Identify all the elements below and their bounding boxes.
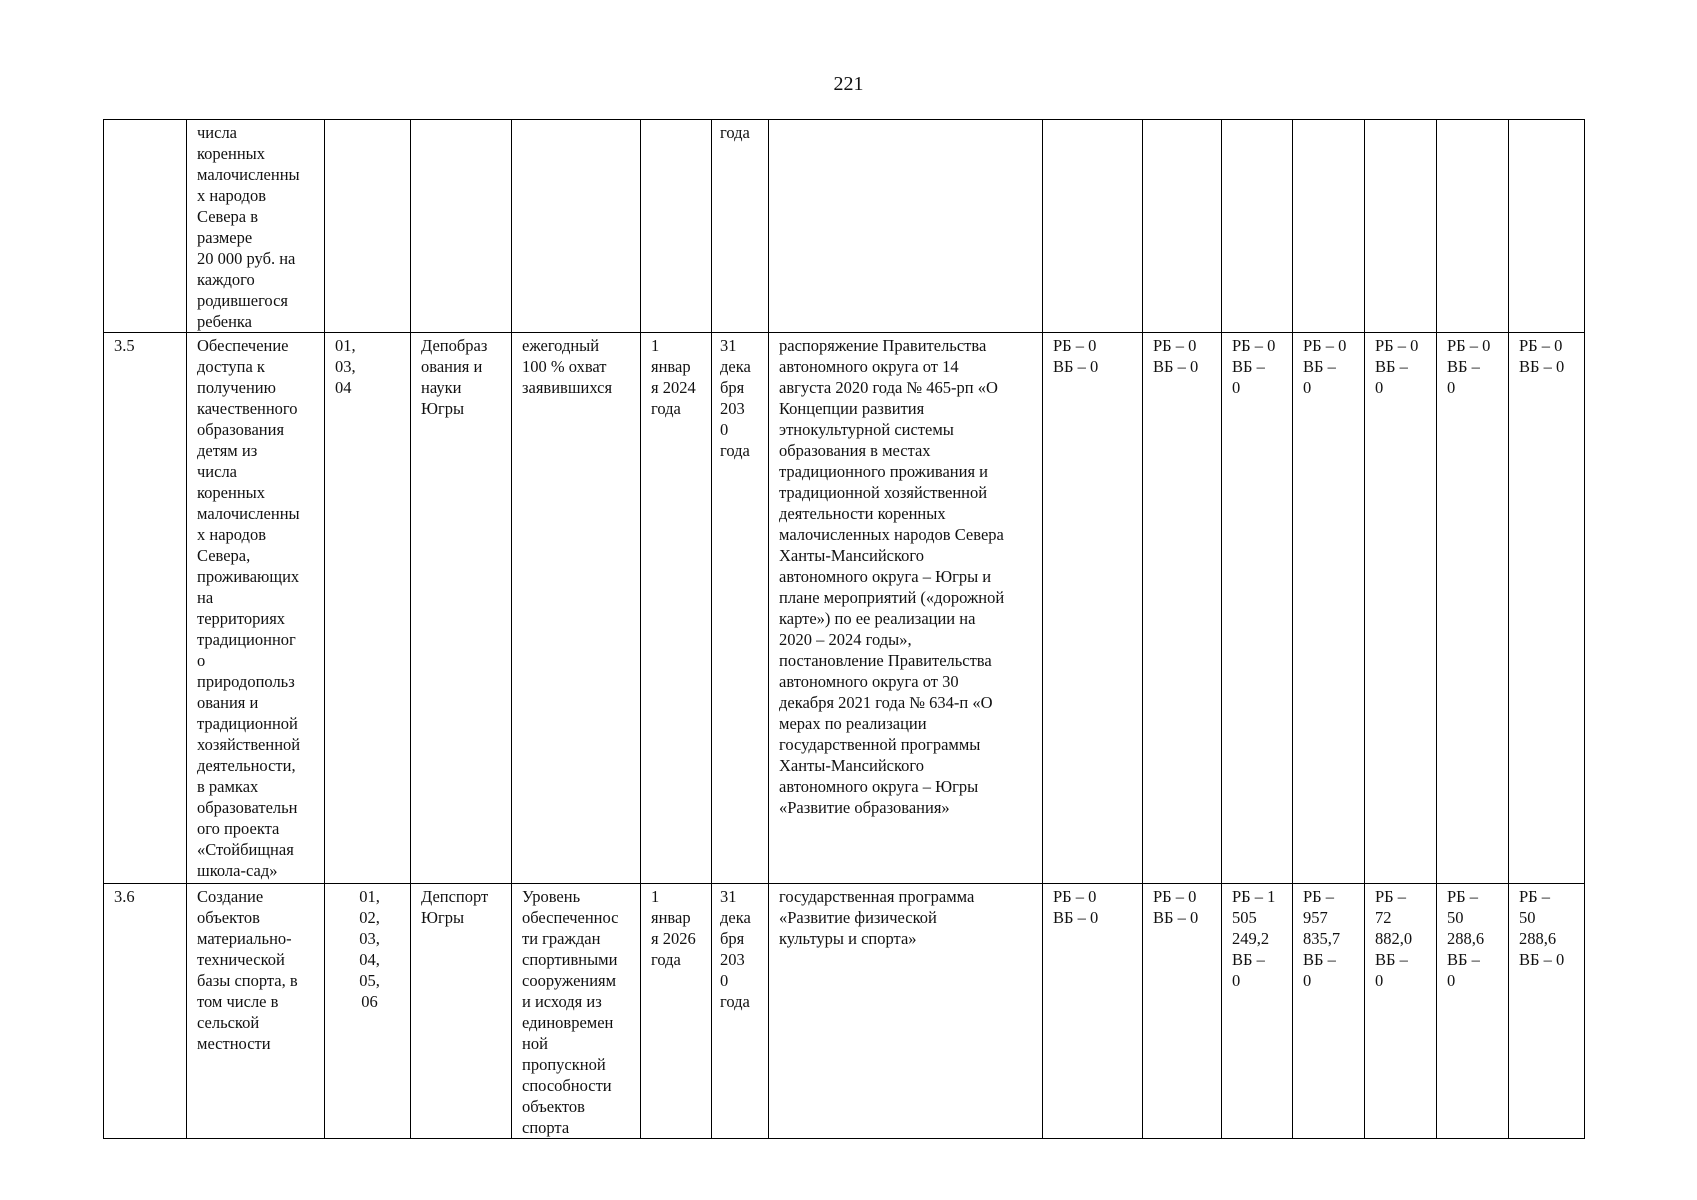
page-number: 221 [833,73,864,95]
indicator-cell [512,120,641,333]
event-name-cell: Создание объектов материально- технической базы спорта, в том числе в сельской местности [187,884,325,1139]
executor-cell: Депспорт Югры [411,884,512,1139]
funding-cell-6: РБ – 50 288,6 ВБ – 0 [1437,884,1509,1139]
start-date-cell: 1 январ я 2024 года [641,333,712,884]
indicator-cell: Уровень обеспеченнос ти граждан спортивными сооружениям и исходя из единовремен ной пропускной способности объектов спорта [512,884,641,1139]
row-number-cell: 3.5 [104,333,187,884]
funding-cell-5: РБ – 0 ВБ – 0 [1365,333,1437,884]
funding-cell-5 [1365,120,1437,333]
funding-cell-2: РБ – 0 ВБ – 0 [1143,884,1222,1139]
basis-cell [769,120,1043,333]
table-row [104,120,1585,333]
funding-cell-4 [1293,120,1365,333]
funding-cell-3: РБ – 1 505 249,2 ВБ – 0 [1222,884,1293,1139]
table-row [104,884,1585,1139]
funding-cell-5: РБ – 72 882,0 ВБ – 0 [1365,884,1437,1139]
table-row [104,333,1585,884]
funding-cell-2: РБ – 0 ВБ – 0 [1143,333,1222,884]
row-number-cell: 3.6 [104,884,187,1139]
event-name-cell: числа коренных малочисленны х народов Севера в размере 20 000 руб. на каждого родившегося ребенка [187,120,325,333]
funding-cell-4: РБ – 957 835,7 ВБ – 0 [1293,884,1365,1139]
funding-cell-7: РБ – 0 ВБ – 0 [1509,333,1585,884]
funding-cell-1 [1043,120,1143,333]
event-name-cell: Обеспечение доступа к получению качественного образования детям из числа коренных малочисленны х народов Севера, проживающих на территориях традиционног о природопольз ования и традиционной хозяйственной деятельности, в рамках образовательн ого проекта «Стойбищная школа-сад» [187,333,325,884]
executor-cell [411,120,512,333]
codes-cell: 01, 02, 03, 04, 05, 06 [325,884,411,1139]
funding-cell-3 [1222,120,1293,333]
funding-cell-6: РБ – 0 ВБ – 0 [1437,333,1509,884]
funding-cell-4: РБ – 0 ВБ – 0 [1293,333,1365,884]
end-date-cell: 31 дека бря 203 0 года [712,333,769,884]
start-date-cell: 1 январ я 2026 года [641,884,712,1139]
executor-cell: Депобраз ования и науки Югры [411,333,512,884]
end-date-cell: 31 дека бря 203 0 года [712,884,769,1139]
codes-cell: 01, 03, 04 [325,333,411,884]
funding-cell-7 [1509,120,1585,333]
start-date-cell [641,120,712,333]
funding-cell-1: РБ – 0 ВБ – 0 [1043,333,1143,884]
row-number-cell [104,120,187,333]
funding-cell-6 [1437,120,1509,333]
codes-cell [325,120,411,333]
indicator-cell: ежегодный 100 % охват заявившихся [512,333,641,884]
funding-cell-2 [1143,120,1222,333]
funding-cell-1: РБ – 0 ВБ – 0 [1043,884,1143,1139]
funding-cell-7: РБ – 50 288,6 ВБ – 0 [1509,884,1585,1139]
funding-cell-3: РБ – 0 ВБ – 0 [1222,333,1293,884]
program-table [103,119,1585,1139]
basis-cell: распоряжение Правительства автономного округа от 14 августа 2020 года № 465-рп «О Концепции развития этнокультурной системы образования в местах традиционного проживания и традиционной хозяйственной деятельности коренных малочисленных народов Севера Ханты-Мансийского автономного округа – Югры и плане мероприятий («дорожной карте») по ее реализации на 2020 – 2024 годы», постановление Правительства автономного округа от 30 декабря 2021 года № 634-п «О мерах по реализации государственной программы Ханты-Мансийского автономного округа – Югры «Развитие образования» [769,333,1043,884]
basis-cell: государственная программа «Развитие физической культуры и спорта» [769,884,1043,1139]
end-date-cell: года [712,120,769,333]
